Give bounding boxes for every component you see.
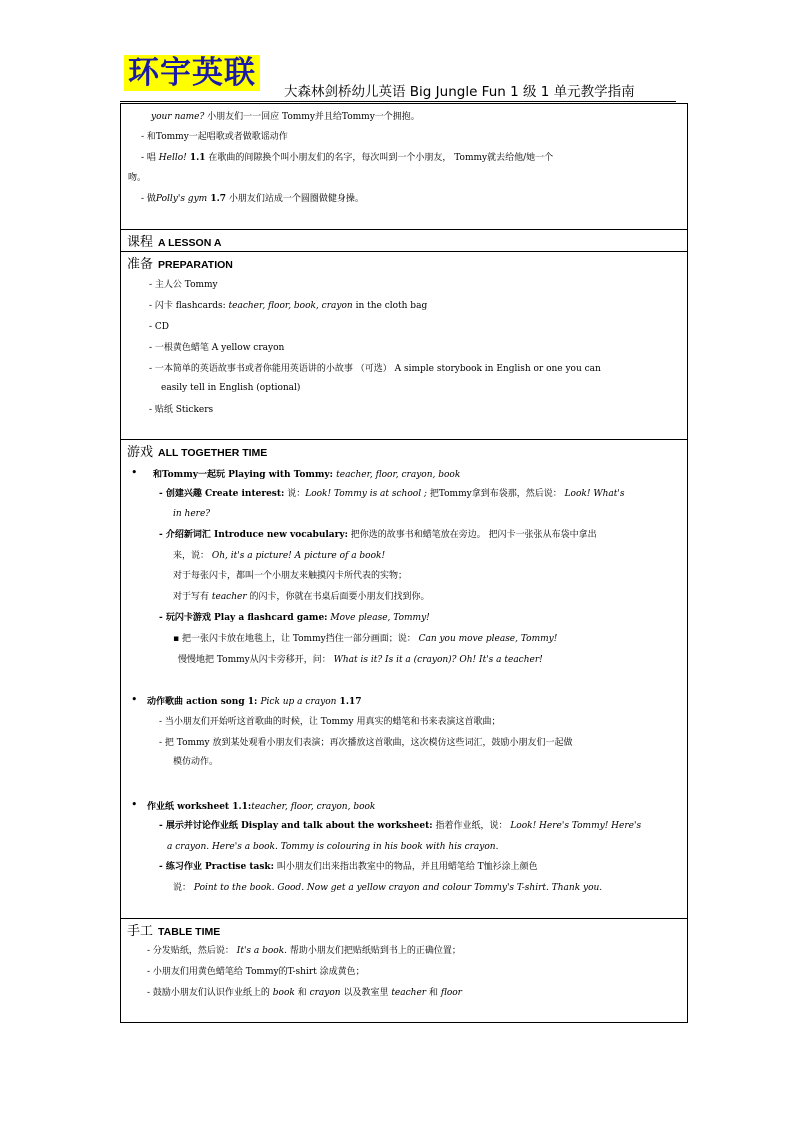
lesson-section	[120, 229, 688, 252]
intro-line-4: - 做Polly's gym 1.7 小朋友们站成一个圆圈做健身操。	[141, 194, 364, 204]
preparation-heading: 准备 PREPARATION	[127, 257, 233, 272]
action-song-l3: 模仿动作。	[173, 757, 219, 767]
introduce-vocabulary-l2: 来，说： Oh, it's a picture! A picture of a book!	[173, 551, 386, 561]
lesson-heading: 课程 A LESSON A	[127, 235, 222, 250]
activity-1-heading: 和Tommy一起玩 Playing with Tommy: teacher, floor, crayon, book	[153, 470, 461, 480]
intro-line-1: your name? 小朋友们一一回应 Tommy并且给Tommy一个拥抱。	[151, 112, 420, 122]
table-time-heading: 手工 TABLE TIME	[127, 924, 221, 939]
play-flashcard-game: - 玩闪卡游戏 Play a flashcard game: Move please, Tommy!	[159, 613, 430, 623]
intro-line-3-cont: 吻。	[128, 173, 147, 183]
prep-item-flashcards: - 闪卡 flashcards: teacher, floor, book, crayon in the cloth bag	[149, 301, 428, 311]
table-time-l2: - 小朋友们用黄色蜡笔给 Tommy的T-shirt 涂成黄色；	[147, 967, 365, 977]
table-time-section	[120, 918, 688, 1023]
header-divider	[120, 101, 676, 102]
document-title: 大森林剑桥幼儿英语 Big Jungle Fun 1 级 1 单元教学指南	[284, 84, 635, 100]
display-worksheet-cont: a crayon. Here's a book. Tommy is colouring in his book with his crayon.	[167, 842, 499, 852]
prep-item-storybook: - 一本简单的英语故事书或者你能用英语讲的小故事 （可选） A simple storybook in English or one you can	[149, 364, 601, 374]
practise-task: - 练习作业 Practise task: 叫小朋友们出来指出教室中的物品，并且用蜡笔给 T恤衫涂上颜色	[159, 862, 538, 872]
table-time-l3: - 鼓励小朋友们认识作业纸上的 book 和 crayon 以及教室里 teacher 和 floor	[147, 988, 462, 998]
practise-task-l2: 说： Point to the book. Good. Now get a yellow crayon and colour Tommy's T-shirt. Thank you.	[173, 883, 603, 893]
prep-item-cd: - CD	[149, 322, 170, 332]
prep-item-stickers: - 贴纸 Stickers	[149, 405, 214, 415]
action-song-l1: - 当小朋友们开始听这首歌曲的时候，让 Tommy 用真实的蜡笔和书来表演这首歌曲；	[159, 717, 501, 727]
create-interest-cont: in here?	[173, 509, 211, 519]
all-together-heading: 游戏 ALL TOGETHER TIME	[127, 445, 268, 460]
prep-item-storybook-cont: easily tell in English (optional)	[161, 383, 301, 393]
intro-line-2: - 和Tommy一起唱歌或者做歌谣动作	[141, 132, 288, 142]
company-logo: 环宇英联	[124, 55, 260, 91]
table-time-l1: - 分发贴纸，然后说： It's a book. 帮助小朋友们把贴纸贴到书上的正确位置；	[147, 946, 461, 956]
prep-item-character: - 主人公 Tommy	[149, 280, 218, 290]
play-flashcard-game-l2: ▪ 把一张闪卡放在地毯上，让 Tommy挡住一部分画面；说： Can you move please, Tommy!	[173, 634, 558, 644]
introduce-vocabulary: - 介绍新词汇 Introduce new vocabulary: 把你选的故事书和蜡笔放在旁边。 把闪卡一张张从布袋中拿出	[159, 530, 597, 540]
intro-section	[120, 103, 688, 230]
bullet-icon: •	[131, 798, 138, 811]
preparation-section	[120, 251, 688, 440]
introduce-vocabulary-l4: 对于写有 teacher 的闪卡，你就在书桌后面要小朋友们找到你。	[173, 592, 430, 602]
activity-2-heading: 动作歌曲 action song 1: Pick up a crayon 1.17	[147, 697, 362, 707]
create-interest: - 创建兴趣 Create interest: 说：Look! Tommy is at school ; 把Tommy拿到布袋那，然后说： Look! What's	[159, 489, 625, 499]
display-worksheet: - 展示并讨论作业纸 Display and talk about the worksheet: 指着作业纸，说： Look! Here's Tommy! Here's	[159, 821, 642, 831]
intro-line-3: - 唱 Hello! 1.1 在歌曲的间隙换个叫小朋友们的名字，每次叫到一个小朋友， Tommy就去给他/她一个	[141, 153, 554, 163]
bullet-icon: •	[131, 693, 138, 706]
play-flashcard-game-l3: 慢慢地把 Tommy从闪卡旁移开，问： What is it? Is it a (crayon)? Oh! It's a teacher!	[178, 655, 543, 665]
introduce-vocabulary-l3: 对于每张闪卡，都叫一个小朋友来触摸闪卡所代表的实物；	[173, 571, 408, 581]
bullet-icon: •	[131, 466, 138, 479]
all-together-section	[120, 439, 688, 919]
activity-3-heading: 作业纸 worksheet 1.1:teacher, floor, crayon, book	[147, 802, 376, 812]
action-song-l2: - 把 Tommy 放到某处观看小朋友们表演；再次播放这首歌曲，这次模仿这些词汇，鼓励小朋友们一起做	[159, 738, 573, 748]
prep-item-crayon: - 一根黄色蜡笔 A yellow crayon	[149, 343, 285, 353]
